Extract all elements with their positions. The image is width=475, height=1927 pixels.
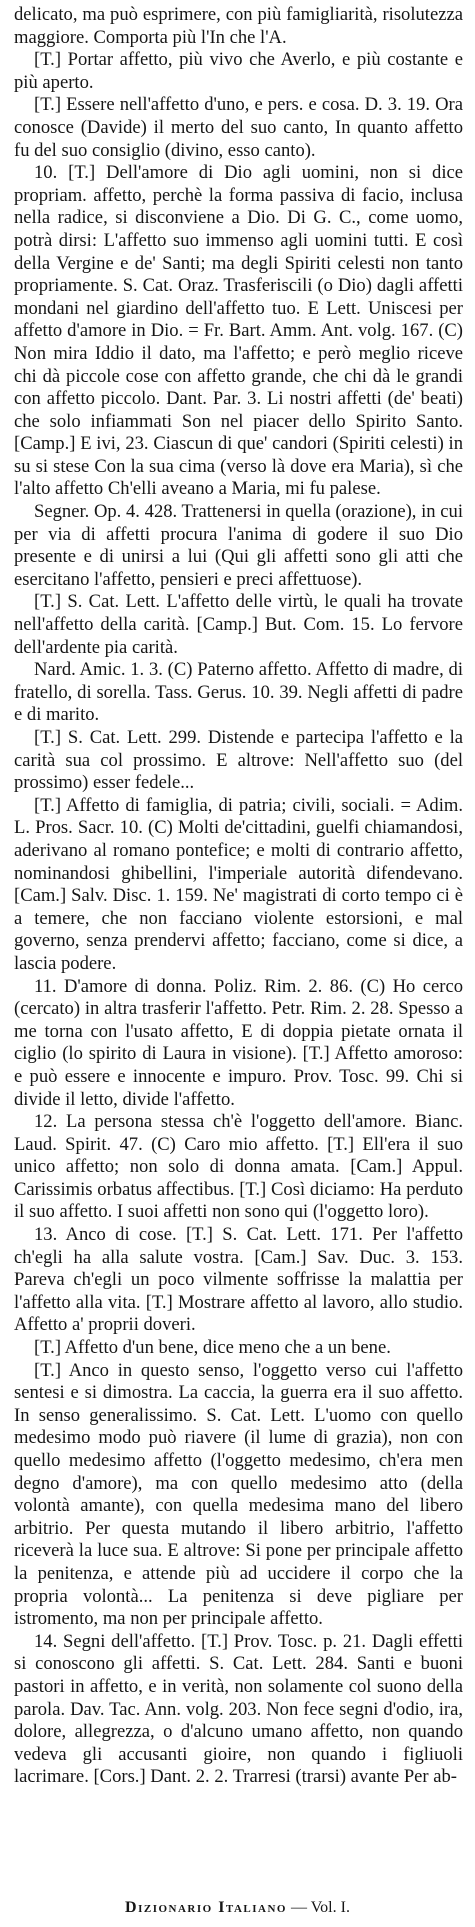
entry-paragraph: 12. La persona stessa ch'è l'oggetto dell'amore. Bianc. Laud. Spirit. 47. (C) Caro mio affetto. [T.] Ell'era il suo unico affetto; non solo di donna amata. [Cam.] Appul. Carissimis orbatus affectibus. [T.] Così diciamo: Ha perduto il suo affetto. I suoi affetti non sono qui (l'oggetto loro). (14, 1111, 463, 1223)
dictionary-page (14, 4, 463, 1789)
entry-paragraph: 10. [T.] Dell'amore di Dio agli uomini, non si dice propriam. affetto, perchè la forma passiva di facio, inclusa nella radice, si disconviene a Dio. Di G. C., come uomo, potrà dirsi: L'affetto suo immenso agli uomini tutti. E così della Vergine e de' Santi; ma degli Spiriti celesti non tanto propriamente. S. Cat. Oraz. Trasferiscili (o Dio) dagli affetti mondani nel giardino dell'affetto tuo. E Lett. Uniscesi per affetto d'amore in Dio. = Fr. Bart. Amm. Ant. volg. 167. (C) Non mira Iddio il dato, ma l'affetto; e però meglio riceve chi dà piccole cose con affetto grande, che chi dà le grandi con affetto piccolo. Dant. Par. 3. Li nostri affetti (de' beati) che solo infiammati Son nel piacer dello Spirito Santo. [Camp.] E ivi, 23. Ciascun di que' candori (Spiriti celesti) in su si stese Con la sua cima (verso là dove era Maria), sì che l'alto affetto Ch'elli aveano a Maria, mi fu palese. (14, 162, 463, 500)
entry-paragraph: 13. Anco di cose. [T.] S. Cat. Lett. 171. Per l'affetto ch'egli ha alla salute vostra. [Cam.] Sav. Duc. 3. 153. Pareva ch'egli un poco vilmente soffrisse la malattia per l'affetto alla vita. [T.] Mostrare affetto al lavoro, allo studio. Affetto a' proprii doveri. (14, 1224, 463, 1336)
entry-paragraph: [T.] Affetto d'un bene, dice meno che a un bene. (34, 1337, 391, 1359)
entry-paragraph: [T.] Affetto di famiglia, di patria; civili, sociali. = Adim. L. Pros. Sacr. 10. (C) Molti de'cittadini, guelfi chiamandosi, aderivano al romano pontefice; e molti di contrario affetto, nominandosi ghibellini, l'imperiale autorità difendevano. [Cam.] Salv. Disc. 1. 159. Ne' magistrati di corto tempo ci è a temere, che non facciano violente estorsioni, e mal governo, senza prendervi affetto; facciano, come si dice, a lascia podere. (14, 794, 463, 974)
entry-paragraph: [T.] S. Cat. Lett. L'affetto delle virtù, le quali ha trovate nell'affetto della carità. [Camp.] But. Com. 15. Lo fervore dell'ardente pia carità. (14, 591, 463, 658)
entry-paragraph: [T.] S. Cat. Lett. 299. Distende e partecipa l'affetto e la carità sua col prossimo. E altrove: Nell'affetto suo (del prossimo) esser fedele... (14, 727, 463, 794)
entry-paragraph: Nard. Amic. 1. 3. (C) Paterno affetto. Affetto di madre, di fratello, di sorella. Tass. Gerus. 10. 39. Negli affetti di padre e di marito. (14, 659, 463, 726)
entry-paragraph: [T.] Essere nell'affetto d'uno, e pers. e cosa. D. 3. 19. Ora conosce (Davide) il merto del suo canto, In quanto affetto fu del suo consiglio (divino, esso canto). (14, 94, 463, 161)
entry-paragraph: 11. D'amore di donna. Poliz. Rim. 2. 86. (C) Ho cerco (cercato) in altra trasferir l'affetto. Petr. Rim. 2. 28. Spesso a me torna con l'usato affetto, E di doppia pietate ornata il ciglio (lo spirito di Laura in visione). [T.] Affetto amoroso: e può essere e innocente e impuro. Prov. Tosc. 99. Chi si divide il letto, divide l'affetto. (14, 975, 463, 1110)
entry-paragraph: 14. Segni dell'affetto. [T.] Prov. Tosc. p. 21. Dagli effetti si conoscono gli affetti. S. Cat. Lett. 284. Santi e buoni pastori in affetto, e in verità, non solamente col suono della parola. Dav. Tac. Ann. volg. 203. Non fece segni d'odio, ira, dolore, allegrezza, o d'alcuno umano affetto, non quando vedeva gli accusanti gioire, non quando i figliuoli lacrimare. [Cors.] Dant. 2. 2. Trarresi (trarsi) avante Per ab- (14, 1630, 463, 1788)
footer-title: Dizionario Italiano (125, 1899, 287, 1916)
page-footer (0, 1899, 475, 1917)
entry-paragraph: [T.] Anco in questo senso, l'oggetto verso cui l'affetto sentesi e si dimostra. La caccia, la guerra era il suo affetto. In senso generalissimo. S. Cat. Lett. L'uomo con quello medesimo modo può riavere (il lume di grazia), non con quello medesimo affetto (l'oggetto medesimo, ch'era men degno d'amore), ma con quello medesimo atto (della volontà amante), con quella medesima mano del libero arbitrio. Per questa mutando il libero arbitrio, l'affetto riceverà la luce sua. E altrove: Si pone per principale affetto la penitenza, e attende più ad uccidere il corpo che la propria volontà... La penitenza si deve pigliare per istromento, ma non per principale affetto. (14, 1359, 463, 1630)
entry-paragraph: Segner. Op. 4. 428. Trattenersi in quella (orazione), in cui per via di affetti procura l'anima di godere il suo Dio presente e di unirsi a lui (Qui gli affetti sono gli atti che esercitano l'affetto, pensieri e preci affettuose). (14, 501, 463, 590)
entry-paragraph: delicato, ma può esprimere, con più famigliarità, risolutezza maggiore. Comporta più l'In che l'A. (14, 4, 463, 48)
footer-volume: Vol. I. (310, 1899, 350, 1916)
entry-paragraph: [T.] Portar affetto, più vivo che Averlo, e più costante e più aperto. (14, 49, 463, 93)
footer-separator: — (290, 1899, 307, 1916)
